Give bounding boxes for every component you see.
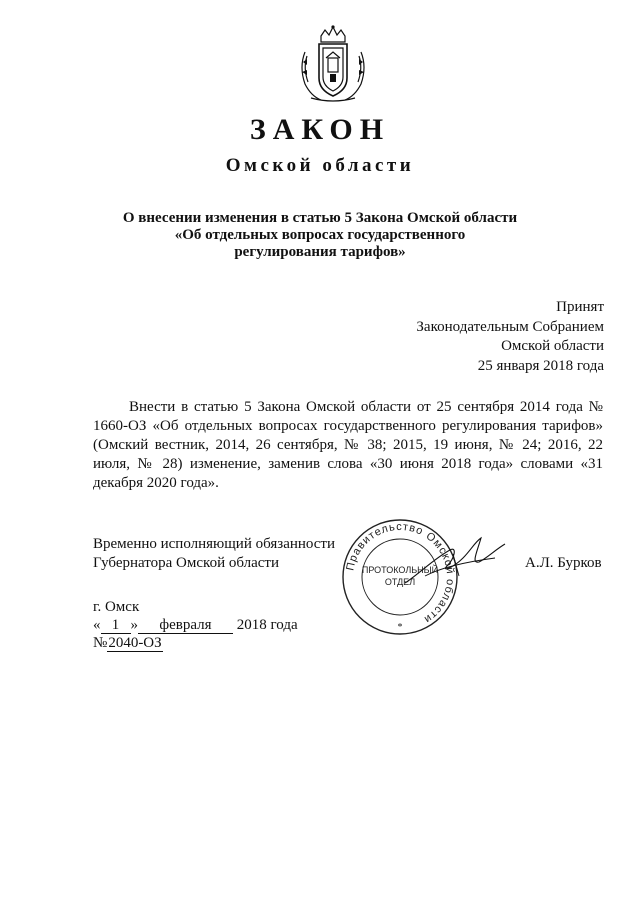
number-value: 2040-ОЗ — [108, 635, 162, 651]
adoption-line: Законодательным Собранием — [416, 318, 604, 335]
date-year: 2018 года — [236, 617, 298, 633]
document-subtitle: Омской области — [225, 155, 415, 176]
date-day: 1 — [101, 618, 131, 634]
law-body-text: Внести в статью 5 Закона Омской области от 25 сентября 2014 года № 1660-ОЗ «Об отдельных вопросах государственного регулирования тарифов» (Омский вестник, 2014, 26 сентября, № 38; 2015, 19 июня, № 24; 2016, 22 июля, № 28) изменение, заменив слова «30 июня 2018 года» словами «31 декабря 2020 года». — [93, 399, 603, 491]
stamp-center-line: ПРОТОКОЛЬНЫЙ — [361, 565, 439, 575]
law-number — [93, 634, 298, 652]
heading-line: регулирования тарифов» — [234, 244, 406, 260]
document-title: ЗАКОН — [249, 113, 391, 146]
signer-position — [93, 535, 335, 573]
heading-line: О внесении изменения в статью 5 Закона Омской области — [122, 210, 518, 226]
city: г. Омск — [93, 599, 140, 615]
quote-close: » — [130, 617, 138, 633]
place-date-number — [93, 598, 298, 652]
number-prefix: № — [93, 635, 108, 651]
stamp-center-line: ОТДЕЛ — [384, 577, 416, 587]
position-line: Губернатора Омской области — [93, 555, 279, 571]
adoption-block — [416, 298, 604, 376]
quote-open: « — [93, 617, 101, 633]
stamp-star-icon: * — [397, 622, 403, 633]
law-heading — [100, 210, 540, 261]
date-month: февраля — [138, 618, 233, 634]
adoption-date: 25 января 2018 года — [477, 357, 604, 374]
signing-date — [93, 616, 298, 634]
signer-name: А.Л. Бурков — [525, 555, 602, 571]
coat-of-arms-emblem — [297, 22, 369, 104]
handwritten-signature — [395, 528, 515, 598]
stamp-ring-text: Правительство Омской области — [344, 520, 457, 626]
heading-line: «Об отдельных вопросах государственного — [174, 227, 466, 243]
position-line: Временно исполняющий обязанности — [93, 536, 336, 552]
adoption-line: Принят — [556, 299, 604, 315]
adoption-line: Омской области — [501, 338, 604, 354]
